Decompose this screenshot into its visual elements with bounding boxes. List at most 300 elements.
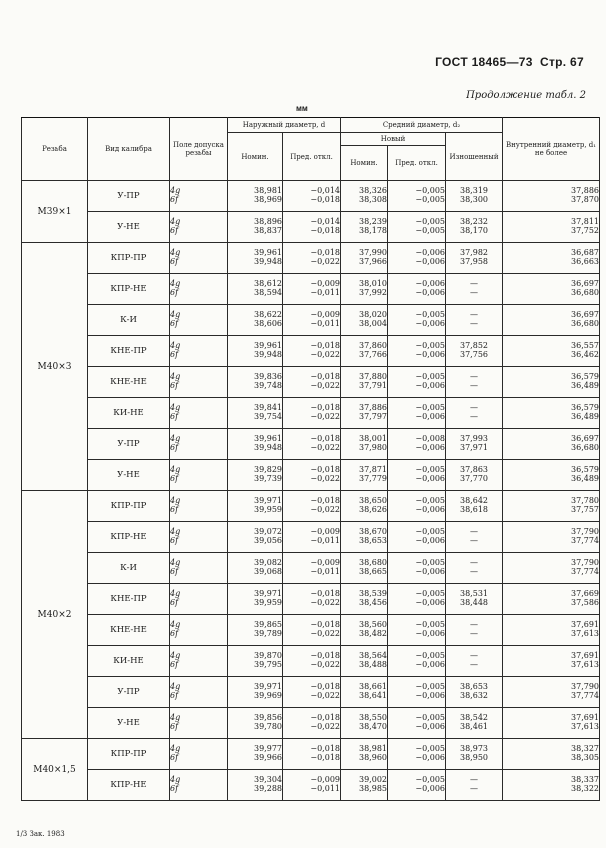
thread-designation: M39×1 xyxy=(22,181,88,243)
cell-d-dev xyxy=(283,646,341,677)
cell-d-nom xyxy=(228,398,283,429)
cell-d2-nom xyxy=(341,615,388,646)
cell-d1 xyxy=(503,429,600,460)
table-row xyxy=(22,522,600,553)
col-outer-diameter: Наружный диаметр, d xyxy=(228,118,341,133)
cell-value: 38,531 xyxy=(460,589,488,599)
cell-value: — xyxy=(470,567,478,576)
table-row xyxy=(22,739,600,770)
cell-value: 6f xyxy=(170,753,179,762)
gauge-type: КНЕ-ПР xyxy=(88,336,170,367)
cell-value: 38,550 xyxy=(359,713,387,723)
cell-value: −0,022 xyxy=(310,598,340,607)
cell-tol xyxy=(170,770,228,801)
table-row xyxy=(22,491,600,522)
cell-value: 38,606 xyxy=(254,319,282,328)
cell-d1 xyxy=(503,739,600,770)
cell-value: 39,072 xyxy=(254,527,282,537)
cell-value: 36,697 xyxy=(571,434,600,444)
cell-value: 36,687 xyxy=(571,248,600,258)
cell-d2-dev xyxy=(388,584,446,615)
cell-value: −0,008 xyxy=(415,434,445,444)
cell-d-nom xyxy=(228,181,283,212)
cell-value: 39,971 xyxy=(254,682,282,692)
cell-d2-dev xyxy=(388,646,446,677)
cell-value: 37,691 xyxy=(571,651,600,661)
cell-value: 37,766 xyxy=(359,350,387,359)
col-thread: Резьба xyxy=(22,118,88,181)
cell-value: 6f xyxy=(170,319,179,328)
cell-value: 4g xyxy=(170,682,181,692)
col-new: Новый xyxy=(341,133,446,146)
cell-value: 39,288 xyxy=(254,784,282,793)
cell-value: 37,797 xyxy=(359,412,387,421)
cell-value: −0,018 xyxy=(310,195,340,204)
cell-value: 39,870 xyxy=(254,651,282,661)
cell-value: 37,811 xyxy=(571,217,600,227)
table-row xyxy=(22,770,600,801)
cell-d2-nom xyxy=(341,708,388,739)
cell-value: 37,757 xyxy=(571,505,600,514)
cell-value: −0,006 xyxy=(415,319,445,328)
cell-tol xyxy=(170,212,228,243)
cell-value: — xyxy=(470,288,478,297)
cell-value: 6f xyxy=(170,350,179,359)
cell-tol xyxy=(170,460,228,491)
cell-value: 39,056 xyxy=(254,536,282,545)
cell-d-nom xyxy=(228,708,283,739)
cell-value: 39,971 xyxy=(254,496,282,506)
cell-tol xyxy=(170,429,228,460)
gauge-type: К-И xyxy=(88,553,170,584)
cell-value: 38,632 xyxy=(460,691,488,700)
cell-value: 36,579 xyxy=(571,465,600,475)
cell-value: −0,005 xyxy=(415,527,445,537)
cell-d-nom xyxy=(228,739,283,770)
cell-tol xyxy=(170,739,228,770)
cell-value: 39,966 xyxy=(254,753,282,762)
thread-designation: M40×2 xyxy=(22,491,88,739)
cell-value: 37,982 xyxy=(460,248,488,258)
cell-d1 xyxy=(503,491,600,522)
table-row xyxy=(22,584,600,615)
gauge-type: КНЕ-ПР xyxy=(88,584,170,615)
cell-value: −0,006 xyxy=(415,288,445,297)
cell-worn xyxy=(446,677,503,708)
cell-value: — xyxy=(470,660,478,669)
cell-value: −0,022 xyxy=(310,412,340,421)
cell-worn xyxy=(446,584,503,615)
col-tolerance-field: Поле допуска резьбы xyxy=(170,118,228,181)
cell-value: 38,973 xyxy=(460,744,488,754)
cell-value: 4g xyxy=(170,496,181,506)
cell-value: 38,539 xyxy=(359,589,387,599)
cell-value: 38,337 xyxy=(571,775,600,785)
cell-value: 36,579 xyxy=(571,372,600,382)
cell-d-dev xyxy=(283,677,341,708)
cell-value: −0,005 xyxy=(415,186,445,196)
table-row xyxy=(22,708,600,739)
cell-d2-nom xyxy=(341,677,388,708)
gauge-type: У-НЕ xyxy=(88,212,170,243)
cell-value: 38,680 xyxy=(359,558,387,568)
table-row xyxy=(22,305,600,336)
cell-value: 39,748 xyxy=(254,381,282,390)
cell-value: −0,005 xyxy=(415,217,445,227)
cell-value: 37,860 xyxy=(359,341,387,351)
cell-value: −0,005 xyxy=(415,775,445,785)
cell-d2-nom xyxy=(341,398,388,429)
cell-value: 36,462 xyxy=(571,350,600,359)
cell-tol xyxy=(170,708,228,739)
cell-value: 39,959 xyxy=(254,505,282,514)
gauge-type: КПР-ПР xyxy=(88,739,170,770)
cell-value: — xyxy=(470,536,478,545)
cell-tol xyxy=(170,677,228,708)
cell-value: 39,841 xyxy=(254,403,282,413)
cell-value: 37,886 xyxy=(571,186,600,196)
cell-d-dev xyxy=(283,522,341,553)
cell-worn xyxy=(446,305,503,336)
cell-value: −0,005 xyxy=(415,558,445,568)
cell-d1 xyxy=(503,336,600,367)
standard-number: ГОСТ 18465—73 xyxy=(435,55,533,69)
cell-tol xyxy=(170,181,228,212)
cell-d-dev xyxy=(283,491,341,522)
cell-value: 4g xyxy=(170,744,181,754)
table-row xyxy=(22,646,600,677)
cell-d2-dev xyxy=(388,212,446,243)
table-row xyxy=(22,398,600,429)
cell-value: 37,790 xyxy=(571,527,600,537)
cell-value: −0,005 xyxy=(415,589,445,599)
table-row xyxy=(22,274,600,305)
cell-value: −0,022 xyxy=(310,505,340,514)
cell-value: 6f xyxy=(170,660,179,669)
cell-value: 4g xyxy=(170,217,181,227)
cell-tol xyxy=(170,491,228,522)
cell-value: 39,795 xyxy=(254,660,282,669)
cell-value: 37,971 xyxy=(460,443,488,452)
cell-value: −0,005 xyxy=(415,310,445,320)
cell-value: — xyxy=(470,372,478,382)
cell-d1 xyxy=(503,274,600,305)
cell-value: −0,005 xyxy=(415,744,445,754)
cell-d2-nom xyxy=(341,491,388,522)
cell-tol xyxy=(170,615,228,646)
cell-value: 38,653 xyxy=(460,682,488,692)
cell-value: −0,018 xyxy=(310,403,340,413)
cell-value: 38,618 xyxy=(460,505,488,514)
cell-value: −0,006 xyxy=(415,257,445,266)
cell-value: −0,005 xyxy=(415,682,445,692)
cell-worn xyxy=(446,553,503,584)
cell-value: 37,774 xyxy=(571,691,600,700)
cell-value: 6f xyxy=(170,474,179,483)
cell-value: −0,011 xyxy=(310,288,340,297)
cell-value: 38,560 xyxy=(359,620,387,630)
cell-worn xyxy=(446,212,503,243)
gauge-type: У-НЕ xyxy=(88,460,170,491)
cell-value: −0,009 xyxy=(310,558,340,568)
cell-value: 39,971 xyxy=(254,589,282,599)
cell-value: 38,950 xyxy=(460,753,488,762)
cell-value: 39,948 xyxy=(254,257,282,266)
cell-value: −0,006 xyxy=(415,598,445,607)
cell-value: 38,896 xyxy=(254,217,282,227)
cell-value: 38,448 xyxy=(460,598,488,607)
cell-value: — xyxy=(470,620,478,630)
cell-value: −0,006 xyxy=(415,784,445,793)
cell-value: −0,005 xyxy=(415,651,445,661)
unit-label: мм xyxy=(296,104,308,113)
cell-value: — xyxy=(470,403,478,413)
cell-value: — xyxy=(470,629,478,638)
cell-value: 39,082 xyxy=(254,558,282,568)
cell-d2-nom xyxy=(341,584,388,615)
cell-d1 xyxy=(503,677,600,708)
cell-d-dev xyxy=(283,367,341,398)
cell-d2-dev xyxy=(388,367,446,398)
cell-value: 6f xyxy=(170,567,179,576)
cell-d2-dev xyxy=(388,615,446,646)
cell-value: 37,863 xyxy=(460,465,488,475)
cell-value: 38,981 xyxy=(359,744,387,754)
cell-tol xyxy=(170,584,228,615)
cell-d-dev xyxy=(283,770,341,801)
cell-value: −0,022 xyxy=(310,257,340,266)
gauge-type: У-ПР xyxy=(88,181,170,212)
cell-value: — xyxy=(470,651,478,661)
cell-d-dev xyxy=(283,274,341,305)
cell-value: −0,005 xyxy=(415,620,445,630)
cell-d2-nom xyxy=(341,646,388,677)
cell-value: −0,006 xyxy=(415,248,445,258)
cell-value: 6f xyxy=(170,629,179,638)
table-body xyxy=(22,181,600,801)
cell-value: 39,948 xyxy=(254,443,282,452)
cell-d2-dev xyxy=(388,181,446,212)
cell-d1 xyxy=(503,212,600,243)
cell-value: 6f xyxy=(170,691,179,700)
cell-worn xyxy=(446,770,503,801)
cell-d-dev xyxy=(283,739,341,770)
cell-value: 38,960 xyxy=(359,753,387,762)
cell-value: 37,958 xyxy=(460,257,488,266)
cell-d-dev xyxy=(283,553,341,584)
cell-value: 38,641 xyxy=(359,691,387,700)
cell-value: −0,006 xyxy=(415,567,445,576)
cell-worn xyxy=(446,243,503,274)
cell-value: 38,488 xyxy=(359,660,387,669)
cell-tol xyxy=(170,553,228,584)
cell-value: 39,002 xyxy=(359,775,387,785)
gauge-type: У-ПР xyxy=(88,677,170,708)
table-row xyxy=(22,615,600,646)
cell-d2-dev xyxy=(388,677,446,708)
cell-worn xyxy=(446,615,503,646)
cell-value: 38,594 xyxy=(254,288,282,297)
cell-value: 4g xyxy=(170,403,181,413)
cell-d2-nom xyxy=(341,181,388,212)
gauge-type: КПР-ПР xyxy=(88,243,170,274)
cell-d2-dev xyxy=(388,305,446,336)
cell-value: 38,319 xyxy=(460,186,488,196)
cell-d-nom xyxy=(228,646,283,677)
cell-value: 38,004 xyxy=(359,319,387,328)
col-pitch-dev: Пред. откл. xyxy=(388,146,446,181)
cell-value: 39,977 xyxy=(254,744,282,754)
cell-value: 39,959 xyxy=(254,598,282,607)
cell-value: 4g xyxy=(170,775,181,785)
cell-d1 xyxy=(503,646,600,677)
cell-d-dev xyxy=(283,181,341,212)
cell-d2-nom xyxy=(341,522,388,553)
cell-value: 38,670 xyxy=(359,527,387,537)
cell-value: 39,739 xyxy=(254,474,282,483)
cell-d2-nom xyxy=(341,460,388,491)
cell-value: −0,018 xyxy=(310,226,340,235)
cell-value: 37,790 xyxy=(571,682,600,692)
cell-value: 36,680 xyxy=(571,443,600,452)
cell-value: 4g xyxy=(170,558,181,568)
cell-value: 4g xyxy=(170,527,181,537)
thread-gauge-table xyxy=(21,117,600,801)
cell-d1 xyxy=(503,243,600,274)
cell-d1 xyxy=(503,305,600,336)
cell-value: 37,691 xyxy=(571,713,600,723)
cell-value: 4g xyxy=(170,310,181,320)
cell-value: −0,018 xyxy=(310,620,340,630)
cell-value: −0,018 xyxy=(310,589,340,599)
cell-value: — xyxy=(470,412,478,421)
cell-value: 4g xyxy=(170,713,181,723)
cell-worn xyxy=(446,398,503,429)
cell-value: −0,006 xyxy=(415,505,445,514)
cell-value: −0,011 xyxy=(310,784,340,793)
cell-worn xyxy=(446,367,503,398)
cell-d2-nom xyxy=(341,739,388,770)
cell-value: — xyxy=(470,279,478,289)
page-header xyxy=(435,55,584,69)
cell-d2-nom xyxy=(341,243,388,274)
cell-value: −0,011 xyxy=(310,567,340,576)
cell-value: 37,780 xyxy=(571,496,600,506)
cell-d-nom xyxy=(228,491,283,522)
cell-value: 38,653 xyxy=(359,536,387,545)
cell-d1 xyxy=(503,460,600,491)
cell-value: −0,005 xyxy=(415,195,445,204)
cell-value: 37,613 xyxy=(571,722,600,731)
cell-value: 38,622 xyxy=(254,310,282,320)
table-row xyxy=(22,181,600,212)
cell-value: 39,789 xyxy=(254,629,282,638)
cell-d-nom xyxy=(228,677,283,708)
gauge-type: КПР-НЕ xyxy=(88,274,170,305)
cell-value: 38,981 xyxy=(254,186,282,196)
cell-value: −0,009 xyxy=(310,775,340,785)
gauge-type: У-ПР xyxy=(88,429,170,460)
cell-value: 37,774 xyxy=(571,567,600,576)
cell-value: 6f xyxy=(170,226,179,235)
cell-value: −0,005 xyxy=(415,226,445,235)
cell-tol xyxy=(170,398,228,429)
cell-d2-nom xyxy=(341,336,388,367)
cell-tol xyxy=(170,274,228,305)
cell-d2-dev xyxy=(388,553,446,584)
cell-value: 39,961 xyxy=(254,341,282,351)
cell-d-nom xyxy=(228,429,283,460)
cell-d1 xyxy=(503,708,600,739)
cell-d1 xyxy=(503,398,600,429)
cell-d-dev xyxy=(283,243,341,274)
cell-value: 6f xyxy=(170,722,179,731)
cell-d2-nom xyxy=(341,367,388,398)
cell-value: 4g xyxy=(170,341,181,351)
cell-d2-nom xyxy=(341,553,388,584)
cell-value: 39,068 xyxy=(254,567,282,576)
cell-d2-dev xyxy=(388,491,446,522)
cell-value: 39,961 xyxy=(254,434,282,444)
cell-value: 38,020 xyxy=(359,310,387,320)
cell-d-nom xyxy=(228,522,283,553)
cell-value: 38,308 xyxy=(359,195,387,204)
cell-value: 39,780 xyxy=(254,722,282,731)
cell-value: — xyxy=(470,558,478,568)
cell-d2-dev xyxy=(388,398,446,429)
cell-value: −0,006 xyxy=(415,753,445,762)
cell-value: −0,022 xyxy=(310,691,340,700)
cell-value: 6f xyxy=(170,443,179,452)
gauge-type: КПР-ПР xyxy=(88,491,170,522)
cell-value: −0,006 xyxy=(415,722,445,731)
cell-value: 38,612 xyxy=(254,279,282,289)
cell-value: 38,665 xyxy=(359,567,387,576)
cell-value: −0,022 xyxy=(310,660,340,669)
cell-value: −0,006 xyxy=(415,381,445,390)
cell-value: 4g xyxy=(170,372,181,382)
cell-value: 36,489 xyxy=(571,381,600,390)
cell-value: 38,456 xyxy=(359,598,387,607)
cell-value: 37,980 xyxy=(359,443,387,452)
cell-value: 37,886 xyxy=(359,403,387,413)
cell-value: 38,837 xyxy=(254,226,282,235)
cell-value: 37,770 xyxy=(460,474,488,483)
cell-d-nom xyxy=(228,460,283,491)
cell-value: 38,001 xyxy=(359,434,387,444)
thread-designation: M40×3 xyxy=(22,243,88,491)
cell-value: −0,018 xyxy=(310,753,340,762)
cell-value: −0,022 xyxy=(310,474,340,483)
cell-d-dev xyxy=(283,336,341,367)
cell-value: 38,170 xyxy=(460,226,488,235)
cell-d-nom xyxy=(228,553,283,584)
cell-value: −0,022 xyxy=(310,722,340,731)
cell-value: −0,006 xyxy=(415,350,445,359)
cell-value: 38,482 xyxy=(359,629,387,638)
cell-value: 37,880 xyxy=(359,372,387,382)
cell-value: 4g xyxy=(170,186,181,196)
cell-value: 38,650 xyxy=(359,496,387,506)
cell-value: 6f xyxy=(170,598,179,607)
cell-d-nom xyxy=(228,584,283,615)
cell-value: −0,005 xyxy=(415,465,445,475)
cell-worn xyxy=(446,460,503,491)
cell-value: 36,697 xyxy=(571,310,600,320)
cell-tol xyxy=(170,646,228,677)
cell-value: 37,779 xyxy=(359,474,387,483)
cell-value: −0,018 xyxy=(310,465,340,475)
